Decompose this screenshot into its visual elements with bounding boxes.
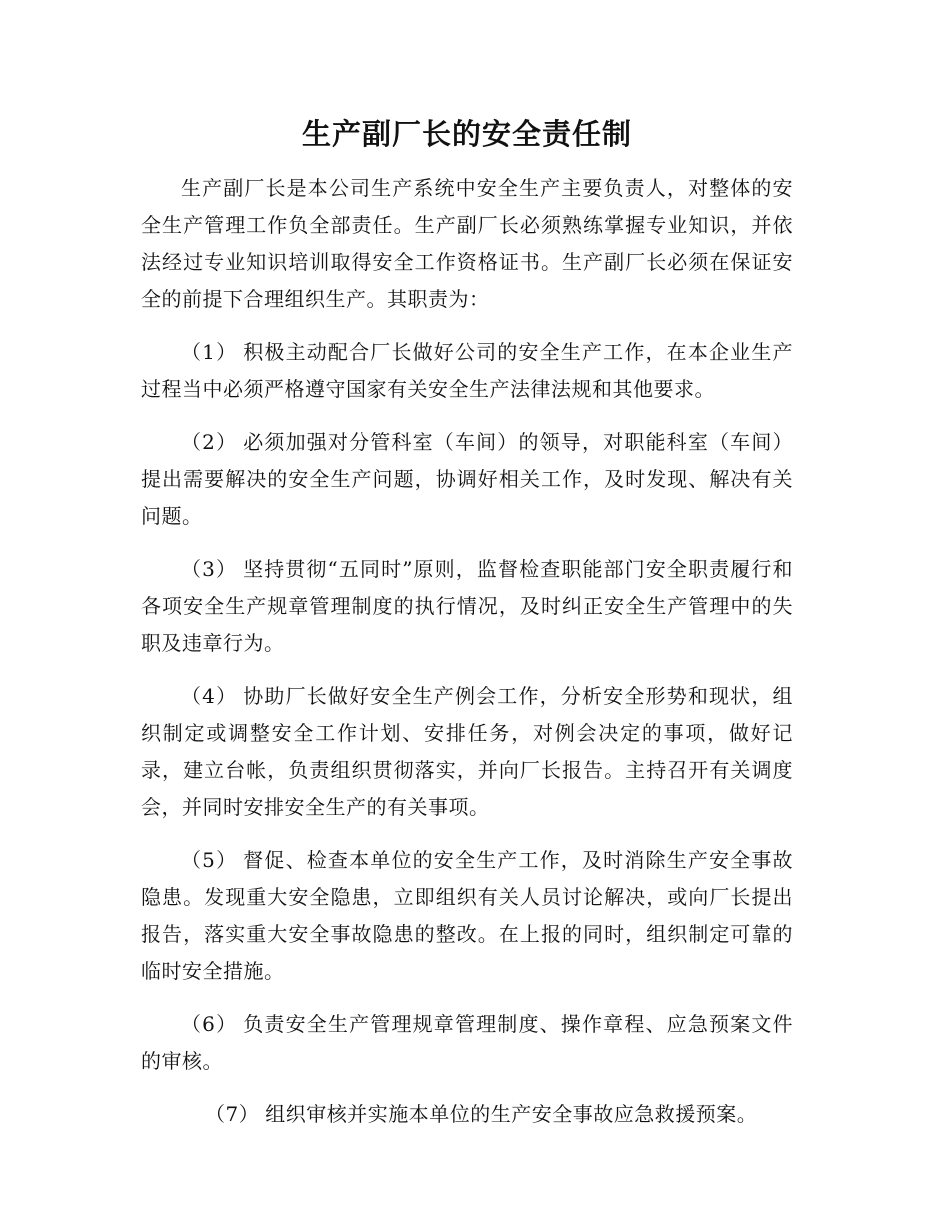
duty-item-text: 协助厂长做好安全生产例会工作，分析安全形势和现状，组织制定或调整安全工作计划、安排任务，对例会决定的事项，做好记录，建立台帐，负责组织贯彻落实，并向厂长报告。主持召开有关调度会，并同时安排安全生产的有关事项。: [141, 684, 794, 819]
duty-item-number: （2）: [181, 430, 238, 454]
duty-item-3: [141, 551, 793, 662]
duty-item-text: 组织审核并实施本单位的生产安全事故应急救援预案。: [265, 1102, 758, 1126]
duty-item-text: 督促、检查本单位的安全生产工作，及时消除生产安全事故隐患。发现重大安全隐患，立即组织有关人员讨论解决，或向厂长提出报告，落实重大安全事故隐患的整改。在上报的同时，组织制定可靠的临时安全措施。: [141, 848, 794, 983]
duty-item-number: （6）: [181, 1012, 238, 1036]
duty-item-text: 坚持贯彻“五同时”原则，监督检查职能部门安全职责履行和各项安全生产规章管理制度的执行情况，及时纠正安全生产管理中的失职及违章行为。: [141, 557, 793, 655]
document-content: [141, 110, 793, 1133]
duty-item-text: 负责安全生产管理规章管理制度、操作章程、应急预案文件的审核。: [141, 1012, 794, 1073]
duty-item-number: （7）: [205, 1102, 260, 1126]
duty-item-2: [141, 424, 793, 535]
duty-item-number: （3）: [181, 557, 238, 581]
document-title: 生产副厂长的安全责任制: [301, 117, 632, 151]
duty-item-7: [141, 1096, 793, 1133]
duty-item-6: [141, 1006, 793, 1080]
duty-item-4: [141, 678, 793, 826]
duty-item-5: [141, 842, 793, 990]
intro-paragraph: 生产副厂长是本公司生产系统中安全生产主要负责人，对整体的安全生产管理工作负全部责任。生产副厂长必须熟练掌握专业知识，并依法经过专业知识培训取得安全工作资格证书。生产副厂长必须在保证安全的前提下合理组织生产。其职责为：: [141, 176, 793, 311]
duty-item-number: （1）: [181, 340, 238, 364]
duty-item-number: （4）: [181, 684, 238, 708]
duty-item-text: 积极主动配合厂长做好公司的安全生产工作，在本企业生产过程当中必须严格遵守国家有关安全生产法律法规和其他要求。: [141, 340, 794, 401]
duty-item-text: 必须加强对分管科室（车间）的领导，对职能科室（车间）提出需要解决的安全生产问题，协调好相关工作，及时发现、解决有关问题。: [141, 430, 794, 528]
duty-item-1: [141, 334, 793, 408]
duty-item-number: （5）: [181, 848, 238, 872]
